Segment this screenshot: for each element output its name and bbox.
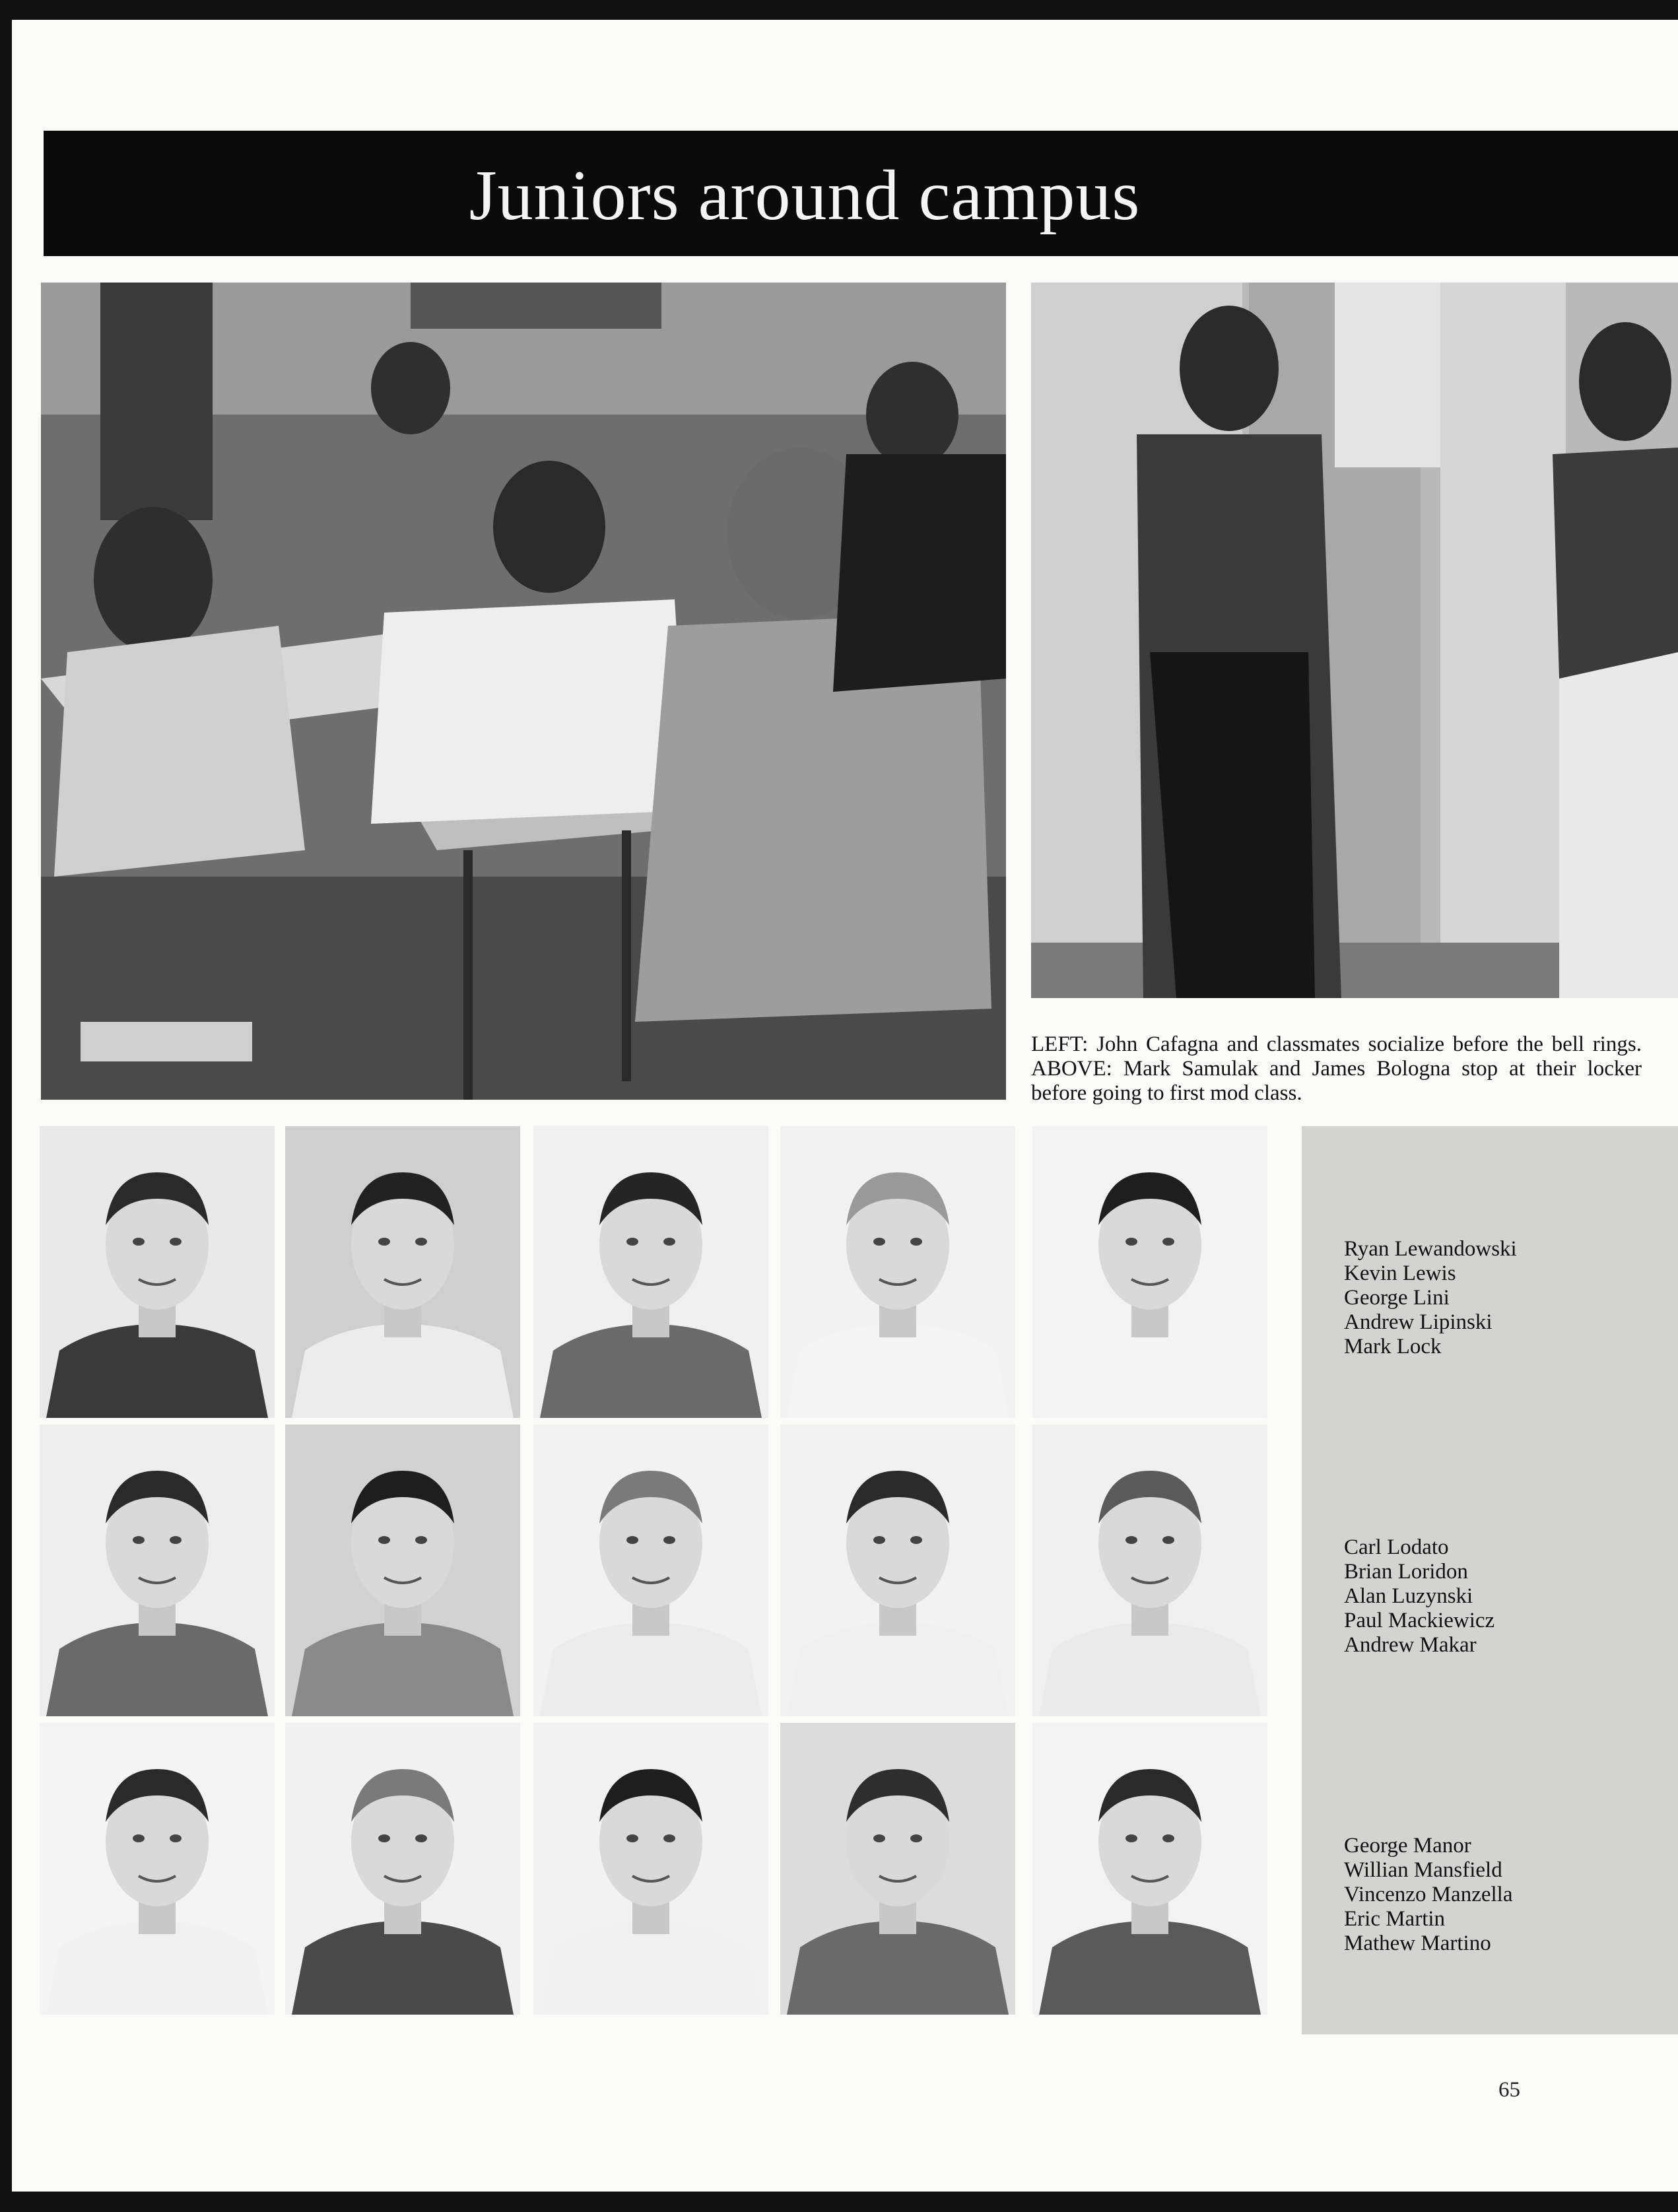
student-portrait: [285, 1126, 520, 1418]
student-name: Willian Mansfield: [1344, 1858, 1502, 1882]
student-name: Mark Lock: [1344, 1335, 1442, 1358]
name-list-row-1: [1344, 1237, 1517, 1359]
student-name: George Manor: [1344, 1834, 1471, 1858]
student-portrait: [40, 1723, 275, 2015]
student-portrait: [1032, 1424, 1267, 1716]
student-name: Alan Luzynski: [1344, 1584, 1473, 1608]
student-portrait: [1032, 1723, 1267, 2015]
student-portrait: [780, 1424, 1015, 1716]
student-portrait: [40, 1126, 275, 1418]
student-portrait: [285, 1424, 520, 1716]
student-name: Brian Loridon: [1344, 1560, 1468, 1584]
student-name: Paul Mackiewicz: [1344, 1609, 1495, 1632]
student-name: Vincenzo Manzella: [1344, 1883, 1513, 1906]
yearbook-page: [12, 20, 1678, 2192]
photo-caption: LEFT: John Cafagna and classmates socialize before the bell rings. ABOVE: Mark Samulak and James Bologna stop at their locker before going to first mod class.: [1031, 1032, 1642, 1105]
name-list-row-2: [1344, 1535, 1494, 1658]
page-title: Juniors around campus: [469, 156, 1141, 235]
student-portrait: [533, 1424, 768, 1716]
page-number: 65: [1498, 2078, 1520, 2102]
student-name: Kevin Lewis: [1344, 1261, 1456, 1285]
student-name: Andrew Lipinski: [1344, 1310, 1493, 1334]
student-portrait: [533, 1126, 768, 1418]
student-portrait: [285, 1723, 520, 2015]
classroom-photo: [41, 283, 1006, 1100]
student-name: Eric Martin: [1344, 1907, 1446, 1931]
student-portrait: [533, 1723, 768, 2015]
student-name: George Lini: [1344, 1286, 1450, 1310]
student-portrait: [40, 1424, 275, 1716]
student-name: Andrew Makar: [1344, 1633, 1477, 1657]
student-name: Ryan Lewandowski: [1344, 1237, 1517, 1261]
student-portrait: [780, 1126, 1015, 1418]
student-name: Carl Lodato: [1344, 1535, 1449, 1559]
student-portrait: [1032, 1126, 1267, 1418]
name-list-row-3: [1344, 1834, 1512, 1956]
locker-photo: [1031, 283, 1678, 998]
title-banner: [44, 131, 1678, 256]
student-name: Mathew Martino: [1344, 1931, 1491, 1955]
student-portrait: [780, 1723, 1015, 2015]
